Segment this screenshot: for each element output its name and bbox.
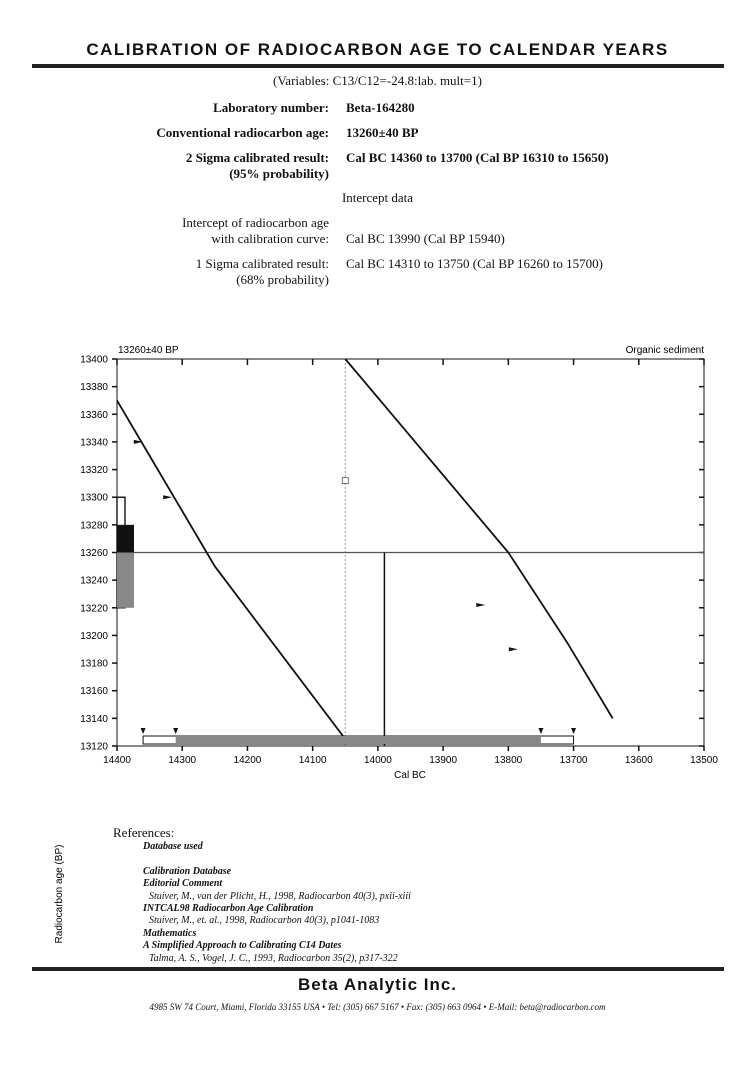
company-address: 4985 SW 74 Court, Miami, Florida 33155 USA • Tel: (305) 667 5167 • Fax: (305) 663 0964 • E-Mail: beta@radiocarbon.com	[149, 1002, 606, 1012]
y-tick-label: 13280	[80, 520, 108, 532]
x-tick-label: 13500	[690, 755, 718, 766]
y-tick-label: 13200	[80, 630, 108, 642]
x-tick-label: 14100	[298, 755, 327, 766]
curve-marker	[163, 495, 172, 499]
one-sigma-range-bar	[176, 736, 541, 744]
range-endpoint-marker	[538, 728, 543, 734]
intercept-value: Cal BC 13990 (Cal BP 15940)	[346, 231, 505, 246]
range-endpoint-marker	[141, 728, 146, 734]
references-list	[113, 841, 411, 965]
y-tick-label: 13400	[80, 354, 108, 366]
top-rule	[32, 64, 724, 68]
x-tick-label: 13700	[559, 755, 588, 766]
range-endpoint-marker	[571, 728, 576, 734]
sample-age-label: 13260±40 BP	[118, 345, 179, 356]
one-sigma-age-band-upper	[117, 525, 134, 553]
y-tick-label: 13220	[80, 603, 108, 615]
references-heading: References:	[113, 825, 175, 840]
x-tick-label: 14000	[363, 755, 392, 766]
lab-number-label: Laboratory number:	[213, 100, 329, 115]
curve-marker	[509, 647, 518, 651]
intercept-heading: Intercept data	[341, 190, 414, 205]
reference-line: Database used	[143, 841, 203, 852]
bottom-rule	[32, 967, 724, 971]
calibration-curve-2	[345, 359, 612, 718]
lab-number-value: Beta-164280	[346, 100, 415, 115]
one-sigma-sublabel: (68% probability)	[236, 272, 329, 287]
plot-area	[80, 355, 718, 767]
x-tick-label: 13800	[494, 755, 523, 766]
y-tick-label: 13300	[80, 492, 108, 504]
y-tick-label: 13160	[80, 686, 108, 698]
intercept-label-2: with calibration curve:	[211, 231, 329, 246]
intercept-label-1: Intercept of radiocarbon age	[182, 215, 329, 230]
conv-age-value: 13260±40 BP	[346, 125, 419, 140]
range-endpoint-marker	[173, 728, 178, 734]
two-sigma-value: Cal BC 14360 to 13700 (Cal BP 16310 to 15650)	[346, 150, 609, 165]
y-tick-label: 13320	[80, 465, 108, 477]
x-tick-label: 13600	[624, 755, 653, 766]
y-tick-label: 13260	[80, 548, 108, 559]
reference-line: Editorial Comment	[143, 878, 223, 890]
company-name: Beta Analytic Inc.	[297, 975, 458, 994]
y-tick-label: 13120	[80, 741, 108, 753]
reference-line: Talma, A. S., Vogel, J. C., 1993, Radiocarbon 35(2), p317-322	[149, 952, 398, 964]
reference-line: Calibration Database	[143, 865, 232, 877]
reference-line: Mathematics	[143, 927, 197, 939]
reference-line: Stuiver, M., et. al., 1998, Radiocarbon 40(3), p1041-1083	[149, 915, 380, 927]
one-sigma-age-band-lower	[117, 553, 134, 608]
reference-line: A Simplified Approach to Calibrating C14 Dates	[143, 940, 342, 952]
x-tick-label: 14400	[103, 755, 131, 766]
references	[113, 825, 411, 965]
page-title: CALIBRATION OF RADIOCARBON AGE TO CALENDAR YEARS	[86, 40, 669, 59]
y-tick-label: 13240	[80, 575, 108, 587]
x-axis-label: Cal BC	[394, 770, 426, 781]
y-tick-label: 13380	[80, 382, 108, 394]
x-tick-label: 13900	[429, 755, 458, 766]
conv-age-label: Conventional radiocarbon age:	[156, 125, 329, 140]
two-sigma-sublabel: (95% probability)	[229, 166, 329, 181]
x-tick-label: 14300	[168, 755, 197, 766]
sample-type-label: Organic sediment	[625, 345, 704, 356]
two-sigma-label: 2 Sigma calibrated result:	[185, 150, 329, 165]
y-tick-label: 13180	[80, 658, 108, 670]
variables-line: (Variables: C13/C12=-24.8:lab. mult=1)	[273, 73, 482, 88]
one-sigma-label: 1 Sigma calibrated result:	[195, 256, 329, 271]
reference-line: Stuiver, M., van der Plicht, H., 1998, Radiocarbon 40(3), pxii-xiii	[149, 890, 411, 902]
y-tick-label: 13140	[80, 713, 108, 725]
y-tick-label: 13360	[80, 409, 108, 421]
curve-marker	[476, 603, 485, 607]
reference-line: INTCAL98 Radiocarbon Age Calibration	[143, 902, 314, 914]
reference-line	[143, 853, 411, 865]
y-tick-label: 13340	[80, 437, 108, 449]
y-axis-label: Radiocarbon age (BP)	[54, 844, 65, 944]
calibration-curve-1	[117, 400, 345, 739]
x-tick-label: 14200	[233, 755, 262, 766]
probability-marker	[342, 478, 348, 484]
one-sigma-value: Cal BC 14310 to 13750 (Cal BP 16260 to 15700)	[346, 256, 603, 271]
